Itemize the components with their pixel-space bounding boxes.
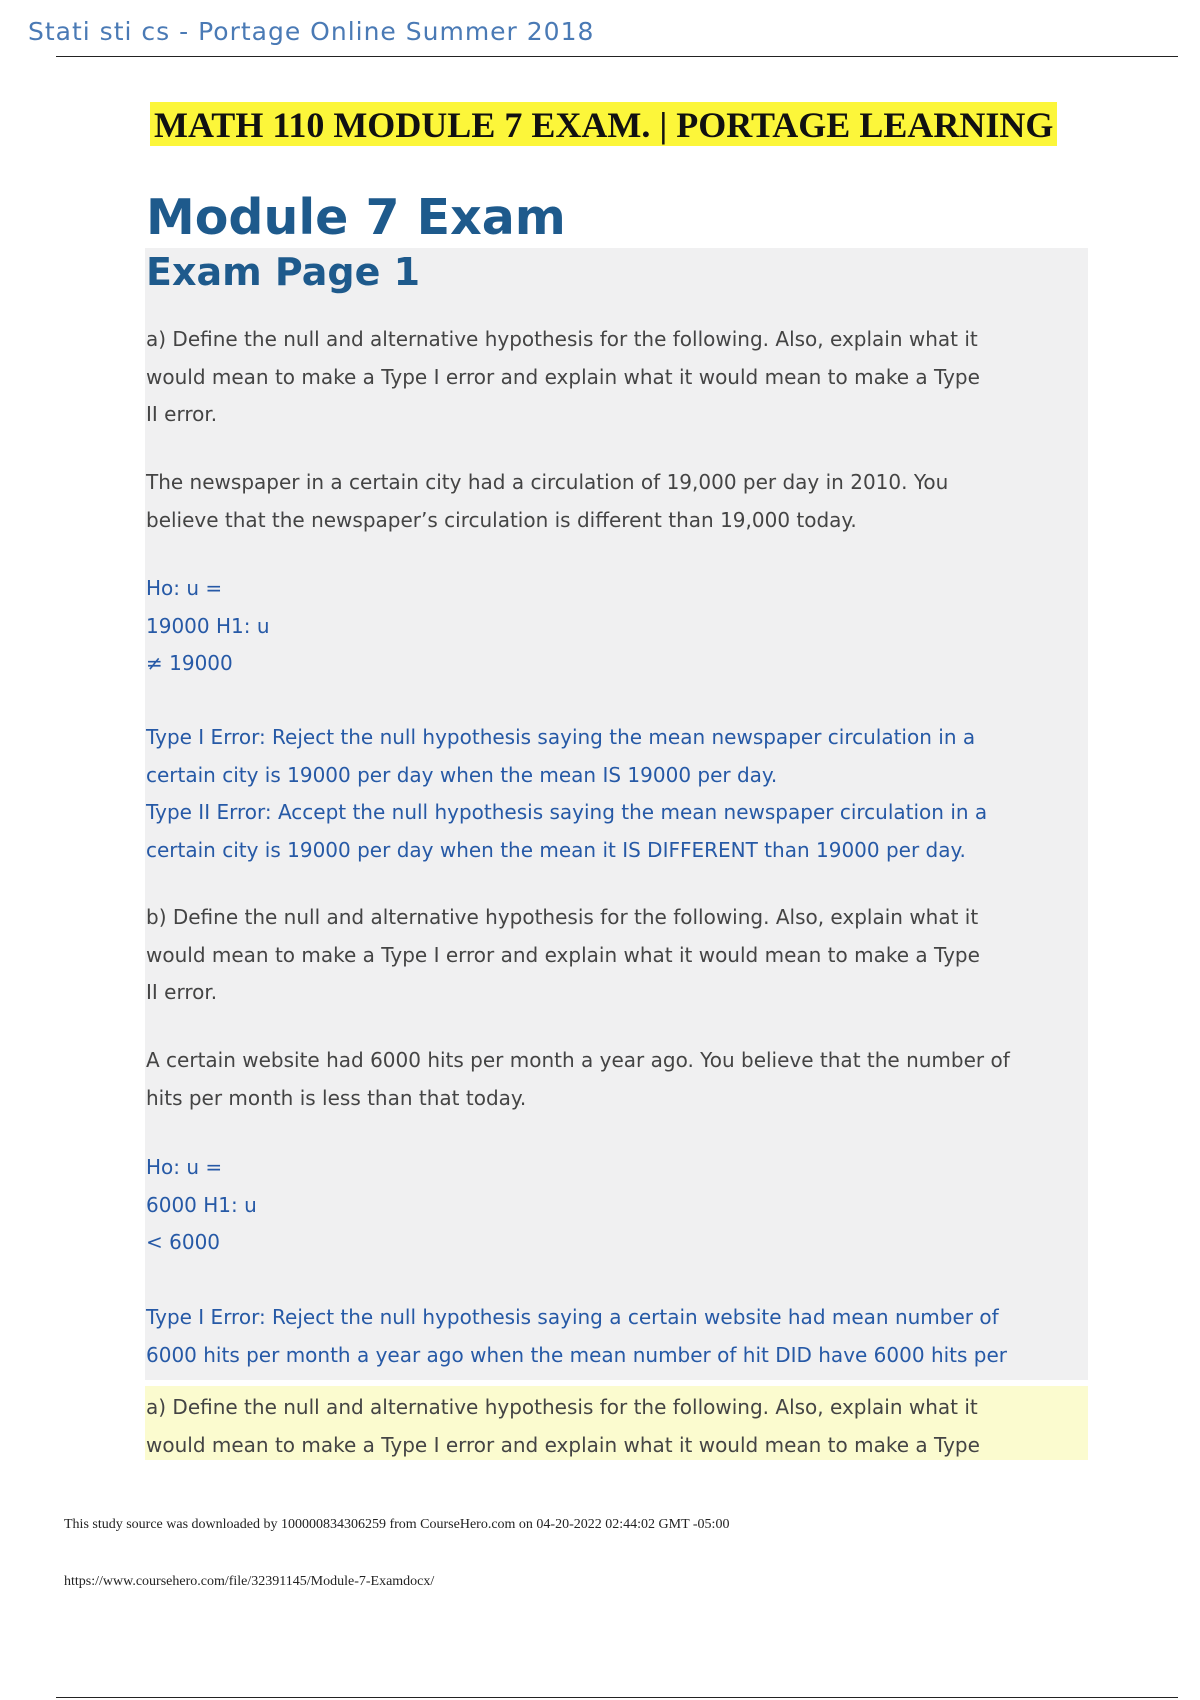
module-title: Module 7 Exam [146,189,566,246]
header-divider [56,56,1178,57]
error-line: Type II Error: Accept the null hypothesis saying the mean newspaper circulation in a [146,800,988,824]
exam-page-title: Exam Page 1 [146,250,421,294]
source-url: https://www.coursehero.com/file/32391145/Module-7-Examdocx/ [64,1574,435,1589]
question-a-hypotheses [146,570,1076,683]
question-b-prompt-line: II error. [146,980,218,1004]
hypothesis-line: 19000 H1: u [146,613,270,638]
question-b-scenario [146,1042,1076,1117]
question-b-hypotheses [146,1149,1076,1262]
question-b-prompt [146,899,1076,1012]
error-line: certain city is 19000 per day when the mean IS 19000 per day. [146,762,778,787]
repeat-question-prompt [146,1389,1076,1464]
page-header-title: Stati sti cs - Portage Online Summer 2018 [28,17,595,46]
question-a-scenario-line: The newspaper in a certain city had a circulation of 19,000 per day in 2010. You [146,470,949,494]
hypothesis-line: 6000 H1: u [146,1192,257,1217]
question-a-prompt-line: a) Define the null and alternative hypothesis for the following. Also, explain what it [146,327,978,351]
hypothesis-line: Ho: u = [146,1155,223,1179]
question-a-scenario-line: believe that the newspaper’s circulation is different than 19,000 today. [146,507,857,532]
error-line: Type I Error: Reject the null hypothesis saying a certain website had mean number of [146,1305,999,1329]
question-b-scenario-line: hits per month is less than that today. [146,1085,527,1110]
hypothesis-line: < 6000 [146,1230,221,1254]
download-note: This study source was downloaded by 100000834306259 from CourseHero.com on 04-20-2022 02:44:02 GMT -05:00 [64,1517,730,1532]
hypothesis-line: ≠ 19000 [146,651,233,675]
exam-banner: MATH 110 MODULE 7 EXAM. | PORTAGE LEARNING [150,102,1057,146]
question-b-prompt-line: would mean to make a Type I error and explain what it would mean to make a Type [146,942,980,967]
question-a-prompt-line: II error. [146,402,218,426]
hypothesis-line: Ho: u = [146,576,223,600]
repeat-question-line: would mean to make a Type I error and explain what it would mean to make a Type [146,1432,980,1457]
question-b-prompt-line: b) Define the null and alternative hypothesis for the following. Also, explain what it [146,905,979,929]
question-a-errors [146,719,1076,869]
error-line: Type I Error: Reject the null hypothesis saying the mean newspaper circulation in a [146,725,976,749]
question-a-scenario [146,464,1076,539]
error-line: 6000 hits per month a year ago when the mean number of hit DID have 6000 hits per [146,1342,1008,1367]
question-b-errors [146,1299,1076,1374]
question-a-prompt [146,321,1076,434]
footer-divider [56,1697,1178,1698]
question-b-scenario-line: A certain website had 6000 hits per month a year ago. You believe that the number of [146,1048,1010,1072]
error-line: certain city is 19000 per day when the mean it IS DIFFERENT than 19000 per day. [146,837,966,862]
question-a-prompt-line: would mean to make a Type I error and explain what it would mean to make a Type [146,364,980,389]
repeat-question-line: a) Define the null and alternative hypothesis for the following. Also, explain what it [146,1395,978,1419]
